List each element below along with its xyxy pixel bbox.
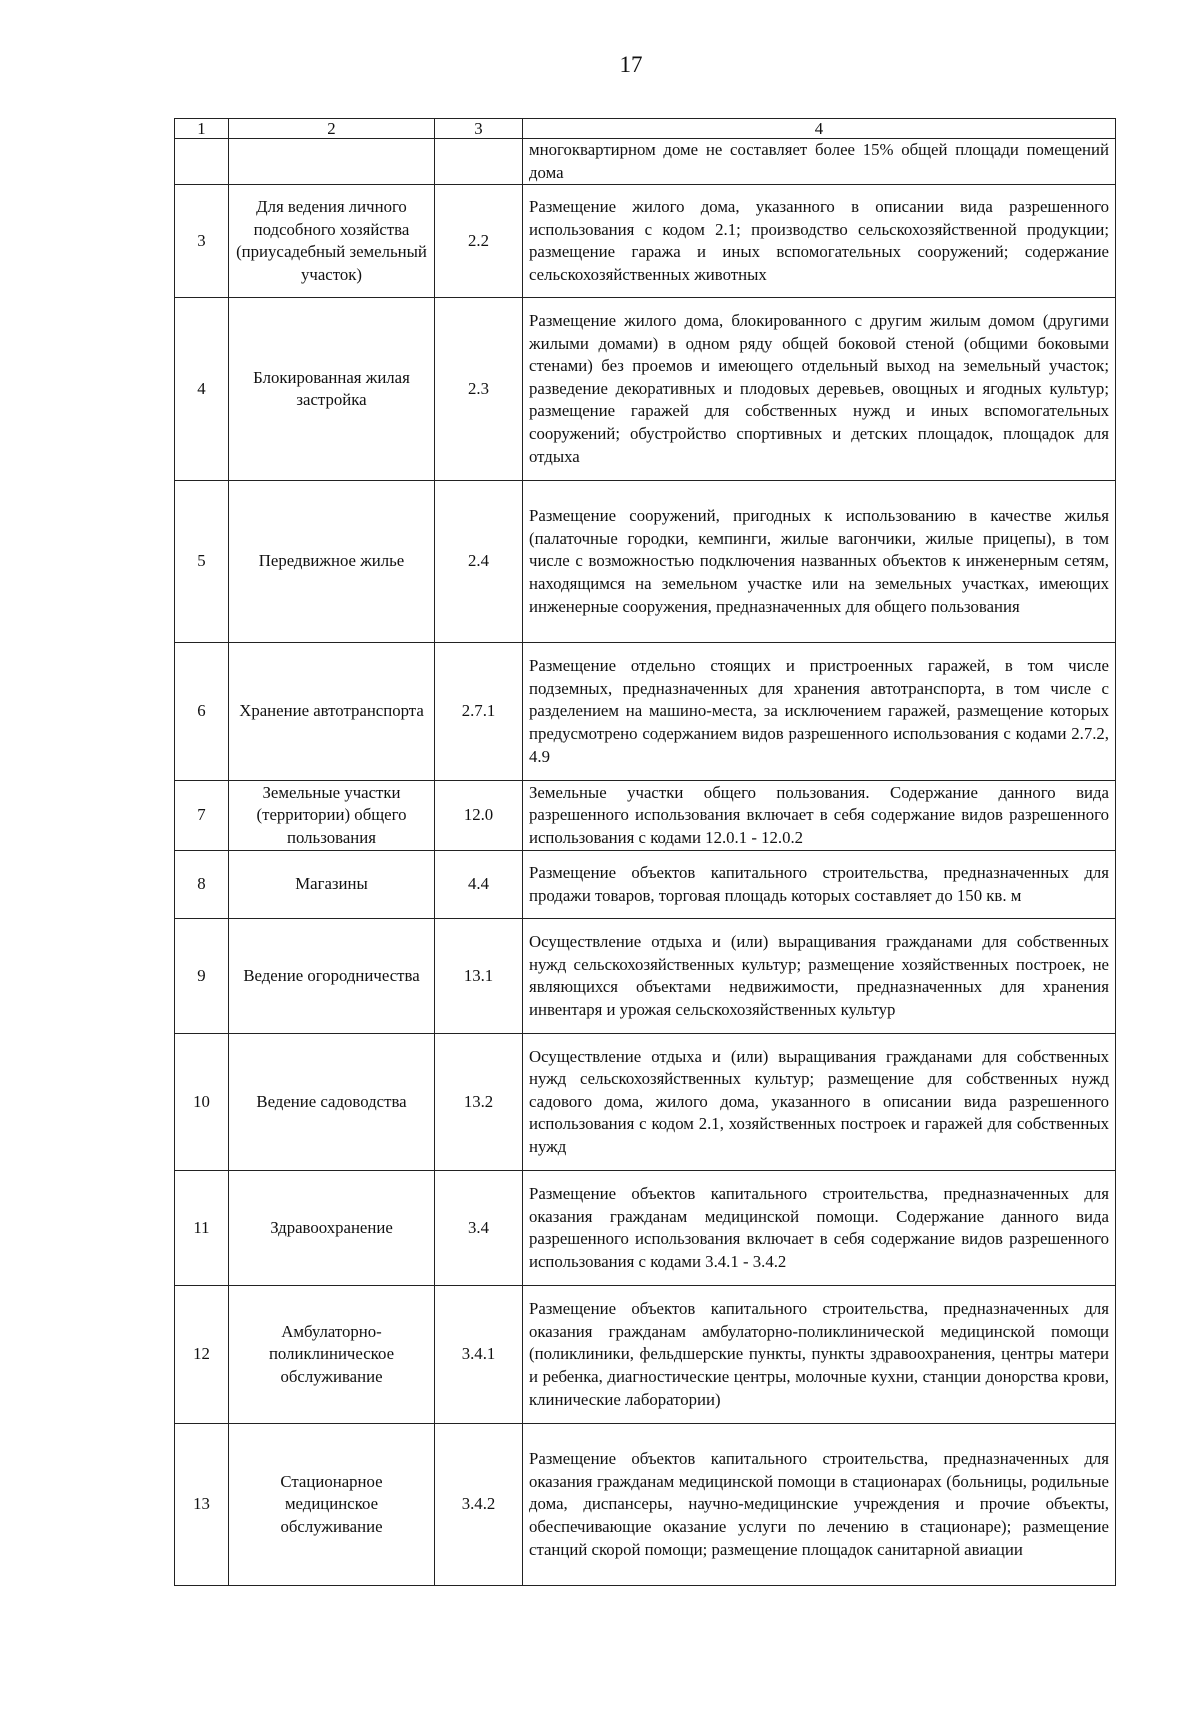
use-code: 2.7.1 (435, 643, 523, 781)
use-code: 3.4.2 (435, 1424, 523, 1586)
table-row (175, 185, 1116, 298)
table-row (175, 139, 1116, 185)
use-description: многоквартирном доме не составляет более 15% общей площади помещений дома (523, 139, 1116, 185)
row-number: 5 (175, 481, 229, 643)
table-row (175, 1286, 1116, 1424)
row-number: 4 (175, 298, 229, 481)
row-number: 3 (175, 185, 229, 298)
use-code: 4.4 (435, 851, 523, 919)
use-type-name: Стационарное медицинское обслуживание (229, 1424, 435, 1586)
table-row (175, 1171, 1116, 1286)
use-description: Размещение объектов капитального строительства, предназначенных для оказания гражданам медицинской помощи в стационарах (больницы, родильные дома, диспансеры, научно-медицинские учреждения и прочие объекты, обеспечивающие оказание услуги по лечению в стационаре); размещение станций скорой помощи; размещение площадок санитарной авиации (523, 1424, 1116, 1586)
use-type-name (229, 139, 435, 185)
table-row (175, 481, 1116, 643)
use-code: 3.4.1 (435, 1286, 523, 1424)
use-description: Размещение объектов капитального строительства, предназначенных для продажи товаров, торговая площадь которых составляет до 150 кв. м (523, 851, 1116, 919)
use-description: Осуществление отдыха и (или) выращивания гражданами для собственных нужд сельскохозяйственных культур; размещение для собственных нужд садового дома, жилого дома, указанного в описании вида разрешенного использования с кодом 2.1, хозяйственных построек и гаражей для собственных нужд (523, 1034, 1116, 1171)
use-description: Земельные участки общего пользования. Содержание данного вида разрешенного использования включает в себя содержание видов разрешенного использования с кодами 12.0.1 - 12.0.2 (523, 781, 1116, 851)
use-type-name: Ведение огородничества (229, 919, 435, 1034)
use-description: Осуществление отдыха и (или) выращивания гражданами для собственных нужд сельскохозяйственных культур; размещение хозяйственных построек, не являющихся объектами недвижимости, предназначенных для хранения инвентаря и урожая сельскохозяйственных культур (523, 919, 1116, 1034)
row-number: 6 (175, 643, 229, 781)
table-row (175, 298, 1116, 481)
table-row (175, 1424, 1116, 1586)
row-number: 9 (175, 919, 229, 1034)
header-cell: 3 (435, 119, 523, 139)
use-description: Размещение жилого дома, указанного в описании вида разрешенного использования с кодом 2.1; производство сельскохозяйственной продукции; размещение гаража и иных вспомогательных сооружений; содержание сельскохозяйственных животных (523, 185, 1116, 298)
header-row (175, 119, 1116, 139)
use-type-name: Здравоохранение (229, 1171, 435, 1286)
header-cell: 2 (229, 119, 435, 139)
use-code: 12.0 (435, 781, 523, 851)
use-code: 2.4 (435, 481, 523, 643)
land-use-table (174, 118, 1116, 1586)
table-row (175, 851, 1116, 919)
header-cell: 4 (523, 119, 1116, 139)
use-type-name: Амбулаторно-поликлиническое обслуживание (229, 1286, 435, 1424)
use-description: Размещение объектов капитального строительства, предназначенных для оказания гражданам медицинской помощи. Содержание данного вида разрешенного использования включает в себя содержание видов разрешенного использования с кодами 3.4.1 - 3.4.2 (523, 1171, 1116, 1286)
use-code (435, 139, 523, 185)
row-number (175, 139, 229, 185)
use-description: Размещение сооружений, пригодных к использованию в качестве жилья (палаточные городки, кемпинги, жилые вагончики, жилые прицепы), в том числе с возможностью подключения названных объектов к инженерным сетям, находящимся на земельном участке или на земельных участках, имеющих инженерные сооружения, предназначенных для общего пользования (523, 481, 1116, 643)
use-description: Размещение жилого дома, блокированного с другим жилым домом (другими жилыми домами) в одном ряду общей боковой стеной (общими боковыми стенами) без проемов и имеющего отдельный выход на земельный участок; разведение декоративных и плодовых деревьев, овощных и ягодных культур; размещение гаражей для собственных нужд и иных вспомогательных сооружений; обустройство спортивных и детских площадок, площадок для отдыха (523, 298, 1116, 481)
row-number: 7 (175, 781, 229, 851)
use-type-name: Хранение автотранспорта (229, 643, 435, 781)
row-number: 12 (175, 1286, 229, 1424)
table-row (175, 781, 1116, 851)
use-type-name: Ведение садоводства (229, 1034, 435, 1171)
use-type-name: Для ведения личного подсобного хозяйства (приусадебный земельный участок) (229, 185, 435, 298)
table-row (175, 1034, 1116, 1171)
row-number: 10 (175, 1034, 229, 1171)
use-type-name: Блокированная жилая застройка (229, 298, 435, 481)
use-code: 2.2 (435, 185, 523, 298)
use-description: Размещение отдельно стоящих и пристроенных гаражей, в том числе подземных, предназначенных для хранения автотранспорта, в том числе с разделением на машино-места, за исключением гаражей, размещение которых предусмотрено содержанием видов разрешенного использования с кодами 2.7.2, 4.9 (523, 643, 1116, 781)
use-description: Размещение объектов капитального строительства, предназначенных для оказания гражданам амбулаторно-поликлинической медицинской помощи (поликлиники, фельдшерские пункты, пункты здравоохранения, центры матери и ребенка, диагностические центры, молочные кухни, станции донорства крови, клинические лаборатории) (523, 1286, 1116, 1424)
page-number: 17 (619, 52, 643, 77)
use-code: 13.1 (435, 919, 523, 1034)
use-code: 3.4 (435, 1171, 523, 1286)
use-type-name: Передвижное жилье (229, 481, 435, 643)
use-code: 2.3 (435, 298, 523, 481)
row-number: 13 (175, 1424, 229, 1586)
use-type-name: Магазины (229, 851, 435, 919)
use-type-name: Земельные участки (территории) общего пользования (229, 781, 435, 851)
header-cell: 1 (175, 119, 229, 139)
table-row (175, 919, 1116, 1034)
row-number: 8 (175, 851, 229, 919)
table-row (175, 643, 1116, 781)
row-number: 11 (175, 1171, 229, 1286)
use-code: 13.2 (435, 1034, 523, 1171)
